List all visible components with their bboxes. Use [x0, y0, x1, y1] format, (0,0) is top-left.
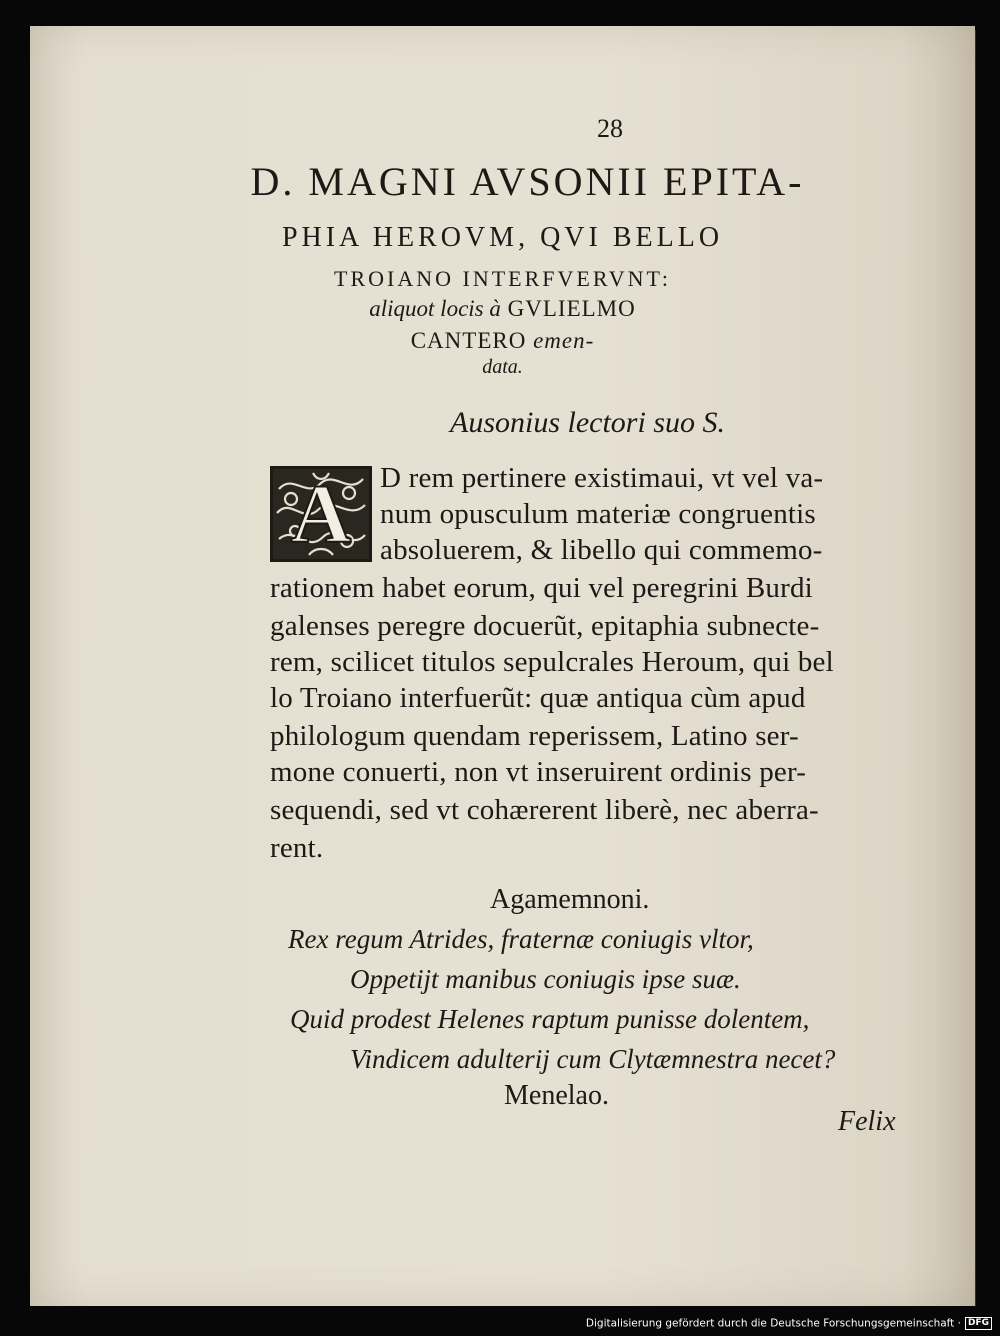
title-line-6: data. [482, 356, 523, 378]
body-line-10: sequendi, sed vt cohærerent liberè, nec aberra- [270, 794, 819, 826]
body-line-5: galenses peregre docuerũt, epitaphia subnecte- [270, 610, 820, 642]
verse-4: Vindicem adulterij cum Clytæmnestra necet? [350, 1044, 836, 1074]
title-line-5 [30, 328, 975, 354]
page-number: 28 [597, 114, 623, 143]
next-poem-title: Menelao. [504, 1080, 609, 1111]
title-line-5-italic: emen- [533, 328, 595, 353]
verse-2: Oppetijt manibus coniugis ipse suæ. [350, 964, 741, 994]
body-line-9: mone conuerti, non vt inseruirent ordinis per- [270, 756, 807, 788]
body-line-2: num opusculum materiæ congruentis [380, 498, 816, 530]
salutation: Ausonius lectori suo S. [450, 406, 725, 439]
title-line-4-italic: aliquot locis à [369, 296, 501, 321]
footer-text: Digitalisierung gefördert durch die Deutsche Forschungsgemeinschaft · [585, 1317, 961, 1330]
dfg-logo-icon: DFG [965, 1317, 992, 1330]
title-line-2: PHIA HEROVM, QVI BELLO [281, 222, 724, 253]
verse-1: Rex regum Atrides, fraternæ coniugis vltor, [288, 924, 754, 954]
catchword: Felix [838, 1106, 896, 1137]
body-line-7: lo Troiano interfuerũt: quæ antiqua cùm apud [270, 682, 806, 714]
footer-credit [0, 1317, 992, 1330]
body-line-3: absoluerem, & libello qui commemo- [380, 534, 823, 566]
title-line-5-caps: CANTERO [410, 328, 527, 353]
title-line-1: D. MAGNI AVSONII EPITA- [250, 159, 805, 204]
body-line-8: philologum quendam reperissem, Latino ser- [270, 720, 799, 752]
decorated-initial [270, 466, 372, 562]
body-line-11: rent. [270, 832, 324, 864]
title-line-4-caps: GVLIELMO [507, 296, 636, 321]
body-line-4: rationem habet eorum, qui vel peregrini Burdi [270, 572, 813, 604]
body-line-1: D rem pertinere existimaui, vt vel va- [380, 462, 824, 494]
poem-title: Agamemnoni. [490, 884, 650, 915]
verse-3: Quid prodest Helenes raptum punisse dolentem, [290, 1004, 810, 1034]
title-line-4 [30, 296, 975, 322]
body-line-6: rem, scilicet titulos sepulcrales Heroum, qui bel [270, 646, 834, 678]
title-line-3: TROIANO INTERFVERVNT: [334, 266, 671, 291]
initial-letter: A [290, 468, 352, 561]
book-page [30, 26, 975, 1306]
